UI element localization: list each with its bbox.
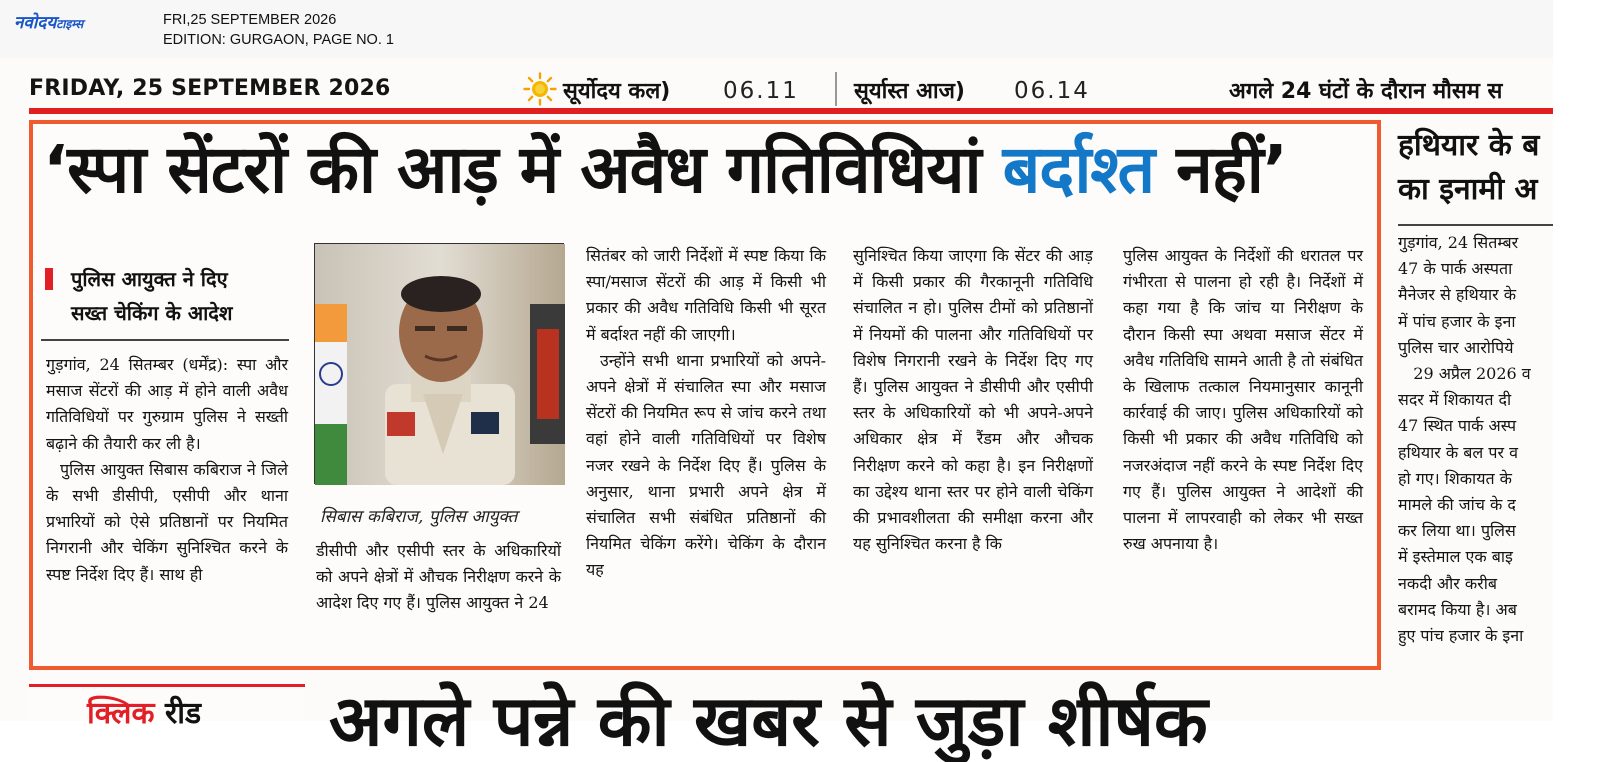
column-4 <box>853 243 1093 557</box>
side-line: सदर में शिकायत दी <box>1398 390 1512 410</box>
subhead-line-2: सख्त चेकिंग के आदेश <box>71 301 233 325</box>
column-3 <box>586 243 826 584</box>
side-line: मामले की जांच के द <box>1398 495 1516 515</box>
side-line: में पांच हजार के इना <box>1398 311 1516 331</box>
paragraph: गुड़गांव, 24 सितम्बर (धर्मेंद्र): स्पा और मसाज सेंटरों की आड़ में होने वाली अवैध गतिविधियों पर गुरुग्राम पुलिस ने सख्ती बढ़ाने की तैयारी कर ली है। <box>46 355 288 453</box>
side-headline <box>1398 124 1539 212</box>
paragraph: सितंबर को जारी निर्देशों में स्पष्ट किया कि स्पा/मसाज सेंटरों की आड़ में किसी भी प्रकार की अवैध गतिविधि किसी भी सूरत में बर्दाश्त नहीं की जाएगी। <box>586 246 826 344</box>
story-headline <box>43 128 1373 212</box>
click-read-label <box>87 691 201 732</box>
paragraph: डीसीपी और एसीपी स्तर के अधिकारियों को अपने क्षेत्रों में औचक निरीक्षण करने के आदेश दिए गए हैं। पुलिस आयुक्त ने 24 <box>316 541 561 613</box>
click-label: क्लिक <box>87 696 155 731</box>
side-body <box>1398 230 1598 649</box>
sunset-label: सूर्यास्त आज) <box>854 79 965 104</box>
next-story-headline[interactable]: अगले पन्ने की खबर से जुड़ा शीर्षक <box>329 680 1208 762</box>
paragraph: उन्होंने सभी थाना प्रभारियों को अपने-अपने क्षेत्रों में संचालित स्पा और मसाज सेंटरों की नियमित रूप से जांच करने तथा वहां होने वाली गतिविधियों पर विशेष नजर रखने के निर्देश दिए हैं। पुलिस के अनुसार, थाना प्रभारी अपने क्षेत्र में संचालित सभी संबंधित प्रतिष्ठानों की नियमित चेकिंग करेंगे। चेकिंग के दौरान यह <box>586 350 826 580</box>
newspaper-logo[interactable] <box>14 10 83 33</box>
side-story[interactable] <box>1398 120 1553 680</box>
lead-story[interactable] <box>29 120 1381 670</box>
read-label: रीड <box>164 696 202 731</box>
side-line: हुए पांच हजार के इना <box>1398 626 1524 646</box>
subhead-marker <box>45 268 53 290</box>
app-header-bar <box>0 0 1553 58</box>
sunrise-label: सूर्योदय कल) <box>563 79 671 104</box>
paragraph: पुलिस आयुक्त सिबास कबिराज ने जिले के सभी डीसीपी, एसीपी और थाना प्रभारियों को ऐसे प्रतिष्ठानों पर नियमित निगरानी और चेकिंग सुनिश्चित करने के स्पष्ट निर्देश दिए हैं। साथ ही <box>46 459 288 584</box>
side-headline-line-1: हथियार के ब <box>1398 128 1540 163</box>
side-line: गुड़गांव, 24 सितम्बर <box>1398 233 1519 252</box>
story-subhead <box>41 262 293 330</box>
headline-highlight: बर्दाश्त <box>1002 131 1155 208</box>
page-masthead <box>29 72 1553 108</box>
side-line: 47 के पार्क अस्पता <box>1398 259 1513 279</box>
masthead-divider <box>835 72 837 106</box>
column-2 <box>316 538 561 617</box>
edition-date: FRI,25 SEPTEMBER 2026 <box>163 12 337 28</box>
next-section <box>29 680 1553 762</box>
masthead-rule <box>29 108 1553 114</box>
masthead-date: FRIDAY, 25 SEPTEMBER 2026 <box>29 76 391 101</box>
column-5 <box>1123 243 1363 557</box>
side-rule <box>1398 224 1553 226</box>
paragraph: पुलिस आयुक्त के निर्देशों की धरातल पर गंभीरता से पालना हो रही है। निर्देशों में कहा गया है कि जांच या निरीक्षण के दौरान किसी स्पा अथवा मसाज सेंटर में अवैध गतिविधि सामने आती है तो संबंधित के खिलाफ तत्काल नियमानुसार कानूनी कार्रवाई की जाए। पुलिस अधिकारियों को किसी भी प्रकार की अवैध गतिविधि को नजरअंदाज नहीं करने के स्पष्ट निर्देश दिए गए हैं। पुलिस आयुक्त ने आदेशों की पालना में लापरवाही को लेकर भी सख्त रुख अपनाया है। <box>1123 246 1363 554</box>
side-headline-line-2: का इनामी अ <box>1398 172 1538 207</box>
column-1 <box>46 352 288 588</box>
logo-sub-text: टाइम्स <box>56 17 84 31</box>
weather-label: अगले 24 घंटों के दौरान मौसम स <box>1229 79 1503 104</box>
side-line: पुलिस चार आरोपिये <box>1398 337 1514 357</box>
sunset-time: 06.14 <box>1014 78 1090 104</box>
logo-main-text: नवोदय <box>14 13 57 33</box>
side-line: मैनेजर से हथियार के <box>1398 285 1517 305</box>
paragraph: सुनिश्चित किया जाएगा कि सेंटर की आड़ में किसी प्रकार की गैरकानूनी गतिविधि संचालित न हो। पुलिस टीमों को प्रतिष्ठानों में नियमों की पालना और गतिविधियों पर विशेष निगरानी रखने के निर्देश दिए गए हैं। पुलिस आयुक्त ने डीसीपी और एसीपी स्तर के अधिकारियों को भी अपने-अपने अधिकार क्षेत्र में रैंडम और औचक निरीक्षण करने को कहा है। इन निरीक्षणों का उद्देश्य थाना स्तर पर होने वाली चेकिंग की प्रभावशीलता की समीक्षा करना और यह सुनिश्चित करना है कि <box>853 246 1093 554</box>
portrait-image <box>315 244 565 485</box>
subhead-line-1: पुलिस आयुक्त ने दिए <box>71 267 228 291</box>
side-line: कर लिया था। पुलिस <box>1398 521 1516 541</box>
commissioner-photo[interactable] <box>314 243 564 484</box>
subhead-rule <box>41 339 289 341</box>
side-line: 29 अप्रैल 2026 व <box>1398 364 1531 384</box>
side-line: बरामद किया है। अब <box>1398 599 1517 619</box>
side-line: हो गए। शिकायत के <box>1398 468 1512 488</box>
side-line: 47 स्थित पार्क अस्प <box>1398 416 1517 436</box>
headline-text: ‘स्पा सेंटरों की आड़ में अवैध गतिविधियां <box>43 131 1003 208</box>
side-line: हथियार के बल पर व <box>1398 442 1518 462</box>
edition-info <box>163 10 394 50</box>
side-line: में इस्तेमाल एक बाइ <box>1398 547 1513 567</box>
headline-end: नहीं’ <box>1154 131 1287 208</box>
click-read-box[interactable] <box>29 684 305 731</box>
sunrise-time: 06.11 <box>723 78 799 104</box>
sun-icon <box>523 72 557 106</box>
side-line: नकदी और करीब <box>1398 573 1498 593</box>
edition-page: EDITION: GURGAON, PAGE NO. 1 <box>163 32 394 48</box>
photo-caption: सिबास कबिराज, पुलिस आयुक्त <box>320 507 518 527</box>
